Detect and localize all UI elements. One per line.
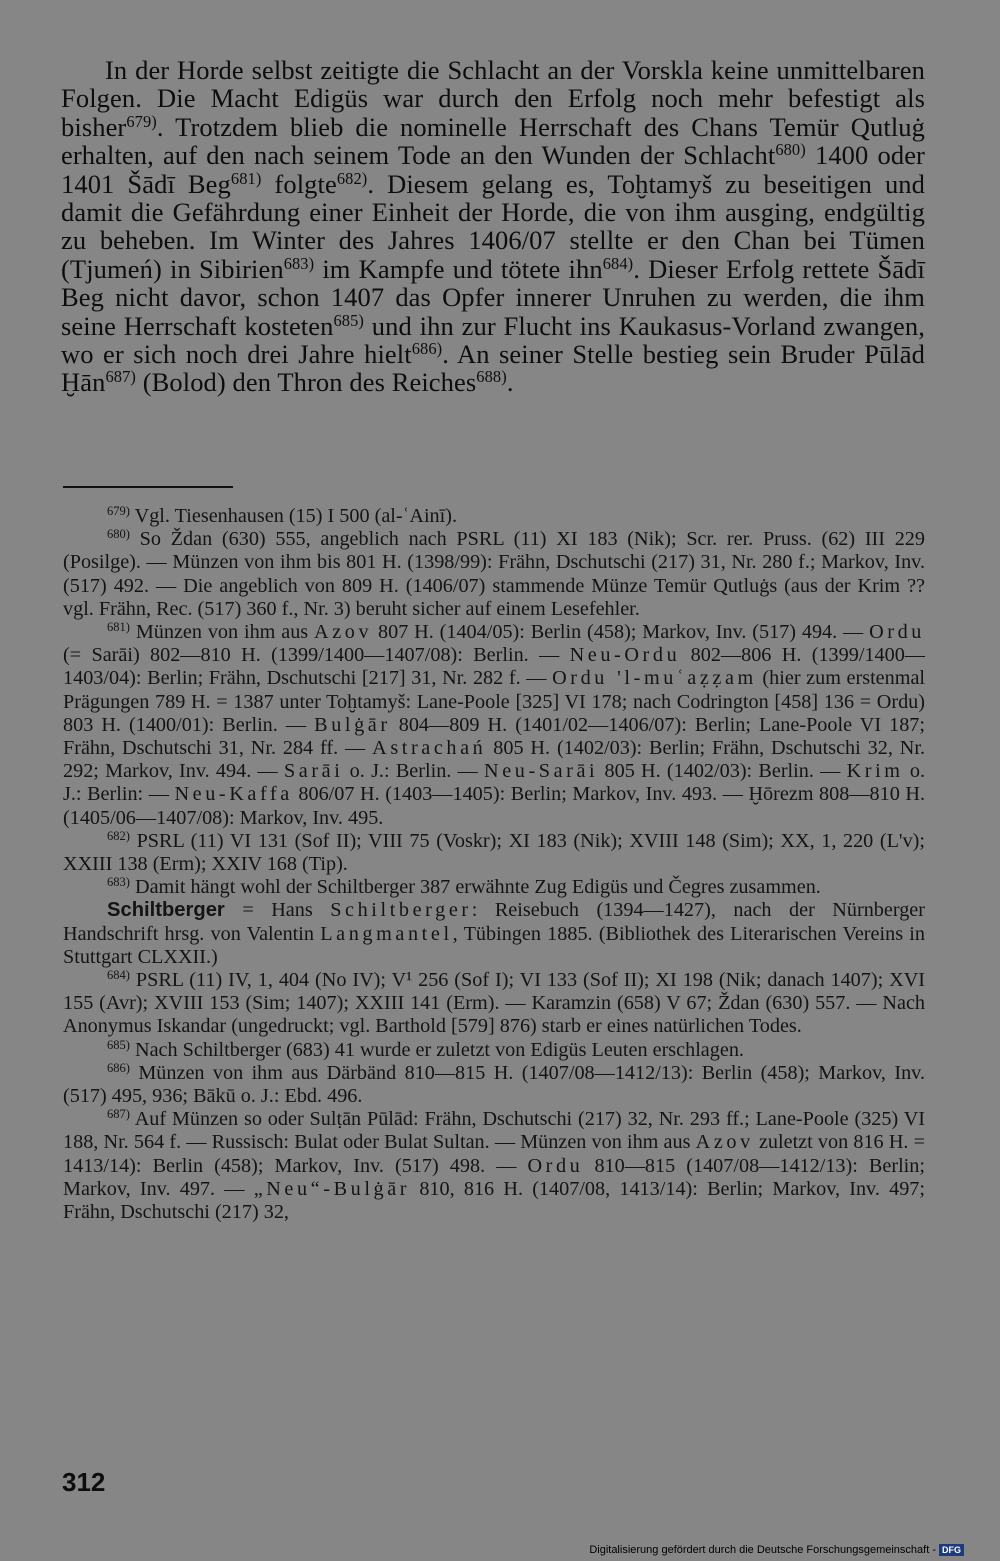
footnote-number: 683) bbox=[107, 875, 130, 890]
footnote-text: (= Sarāi) 802—810 H. (1399/1400—1407/08): Berlin. — bbox=[63, 644, 570, 667]
footnote-text: zuletzt von 816 H. = 1413/14): Berlin (458); Markov, Inv. (517) 498. — bbox=[63, 1131, 925, 1177]
footnote-ref-679[interactable]: 679) bbox=[126, 111, 157, 131]
mint-name: Neu-Sarāi bbox=[484, 760, 599, 783]
footnote-680 bbox=[63, 528, 925, 621]
footnote-text: 802—806 H. (1399/1400—1403/04): Berlin; Frähn, Dschutschi [217] 31, Nr. 282 f. — bbox=[63, 644, 925, 690]
footnotes bbox=[63, 505, 925, 1224]
footnote-text: 810—815 (1407/08—1412/13): Berlin; Markov, Inv. 497. — bbox=[63, 1154, 925, 1200]
mint-name: Neu-Kaffa bbox=[174, 783, 293, 806]
mint-name: Ordu bbox=[869, 621, 925, 644]
main-text-part: In der Horde selbst zeitigte die Schlacht an der Vorskla keine unmittelbaren Folgen. Die Macht Edigüs war durch den Erfolg noch mehr befestigt als bisher bbox=[61, 55, 925, 142]
mint-name: Ordu 'l-muʿaẓẓam bbox=[552, 667, 757, 690]
footnote-number: 684) bbox=[107, 968, 130, 983]
main-paragraph bbox=[61, 56, 925, 397]
main-text-part: . An seiner Stelle bestieg sein Bruder Pūlād Ḫān bbox=[61, 339, 925, 398]
main-text-part: folgte bbox=[261, 168, 337, 199]
footnote-text: 806/07 H. (1403—1405): Berlin; Markov, Inv. 493. — Ḫōrezm 808—810 H. (1405/06—1407/08): Markov, Inv. 495. bbox=[63, 783, 925, 829]
footnote-text: : Reisebuch (1394—1427), nach der Nürnberger Handschrift hrsg. von Valentin bbox=[63, 899, 925, 945]
footnote-number: 679) bbox=[107, 504, 130, 519]
footnote-ref-685[interactable]: 685) bbox=[333, 310, 364, 330]
dfg-logo: DFG bbox=[939, 1544, 964, 1556]
footnote-686 bbox=[63, 1062, 925, 1108]
main-text-part: und ihn zur Flucht ins Kaukasus-Vorland zwangen, wo er sich noch drei Jahre hielt bbox=[61, 310, 925, 370]
footnote-682 bbox=[63, 830, 925, 876]
footnote-text: Nach Schiltberger (683) 41 wurde er zuletzt von Edigüs Leuten erschlagen. bbox=[129, 1038, 744, 1061]
footnote-text: Auf Münzen so oder Sulṭān Pūlād: Frähn, Dschutschi (217) 32, Nr. 293 ff.; Lane-Poole (325) VI 188, Nr. 564 f. — Russisch: Bulat oder Bulat Sultan. — Münzen von ihm aus bbox=[63, 1108, 925, 1154]
footnote-ref-681[interactable]: 681) bbox=[230, 168, 262, 188]
main-text-part: . Dieser Erfolg rettete Šādī Beg nicht davor, schon 1407 das Opfer innerer Unruhen zu werden, die ihm seine Herrschaft kosteten bbox=[61, 253, 925, 341]
footnote-684 bbox=[63, 969, 925, 1039]
footnote-text: = Hans bbox=[224, 899, 331, 922]
footnote-text: 804—809 H. (1401/02—1406/07): Berlin; Lane-Poole VI 187; Frähn, Dschutschi 31, Nr. 284 ff. — bbox=[63, 713, 925, 760]
mint-name: Neu-Ordu bbox=[569, 644, 681, 667]
footer-credit bbox=[589, 1543, 964, 1557]
footnote-687 bbox=[63, 1108, 925, 1224]
main-text-part: . Trotzdem blieb die nominelle Herrschaft des Chans Temür Qutluġ erhalten, auf den nach seinem Tode an den Wunden der Schlacht bbox=[61, 111, 925, 171]
footnote-ref-686[interactable]: 686) bbox=[411, 339, 443, 359]
bibliography-schiltberger bbox=[63, 899, 925, 969]
footnote-text: (hier zum erstenmal Prägungen 789 H. = 1387 unter Toḫtamyš: Lane-Poole [325] VI 178; nach Codrington [458] 136 = Ordu) 803 H. (1400/01): Berlin. — bbox=[63, 667, 926, 736]
mint-name: Sarāi bbox=[283, 760, 344, 783]
mint-name: „Neu“-Bulġār bbox=[253, 1177, 411, 1200]
footnote-ref-680[interactable]: 680) bbox=[775, 140, 806, 160]
mint-name: Krim bbox=[846, 760, 904, 783]
main-text-part: . Diesem gelang es, Toḫtamyš zu beseitigen und damit die Gefährdung einer Einheit der Horde, die von ihm ausging, endgültig zu beheben. Im Winter des Jahres 1406/07 stellte er den Chan bei Tümen (Tjumeń) in Sibirien bbox=[61, 168, 926, 284]
footnote-679 bbox=[63, 505, 925, 528]
mint-name: Azov bbox=[314, 621, 373, 644]
mint-name: Ordu bbox=[527, 1154, 584, 1177]
footnote-681 bbox=[63, 621, 925, 830]
footnote-text: 805 H. (1402/03): Berlin; Frähn, Dschutschi 32, Nr. 292; Markov, Inv. 494. — bbox=[63, 737, 925, 783]
footnote-ref-688[interactable]: 688) bbox=[476, 367, 507, 387]
footnote-text: Münzen von ihm aus Därbänd 810—815 H. (1407/08—1412/13): Berlin (458); Markov, Inv. (517) 495, 936; Bākū o. J.: Ebd. 496. bbox=[63, 1061, 925, 1108]
author-name: Schiltberger bbox=[330, 899, 472, 922]
footnote-number: 687) bbox=[107, 1107, 130, 1122]
footnote-ref-682[interactable]: 682) bbox=[336, 168, 368, 188]
footnote-number: 685) bbox=[107, 1037, 130, 1052]
main-text-part: 1400 oder 1401 Šādī Beg bbox=[61, 140, 925, 199]
footer-credit-text: Digitalisierung gefördert durch die Deutsche Forschungsgemeinschaft - bbox=[589, 1544, 936, 1556]
footnote-text: o. J.: Berlin: — bbox=[63, 760, 925, 806]
mint-name: Bulġār bbox=[314, 713, 391, 736]
mint-name: Astrachań bbox=[372, 737, 487, 760]
footnote-text: , Tübingen 1885. (Bibliothek des Literarischen Vereins in Stuttgart CLXXII.) bbox=[63, 922, 925, 968]
footnote-text: So Ždan (630) 555, angeblich nach PSRL (11) XI 183 (Nik); Scr. rer. Pruss. (62) III 229 (Posilge). — Münzen von ihm bis 801 H. (1398/99): Frähn, Dschutschi (217) 31, Nr. 280 f.; Markov, Inv. (517) 492. — Die angeblich von 809 H. (1406/07) stammende Münze Temür Qutluġs (aus der Krim ?? vgl. Frähn, Rec. (517) 360 f., Nr. 3) beruht sicher auf einem Lesefehler. bbox=[63, 528, 925, 620]
main-text-part: . bbox=[506, 367, 514, 398]
footnote-685 bbox=[63, 1039, 925, 1062]
footnote-ref-687[interactable]: 687) bbox=[105, 367, 136, 387]
footnote-number: 681) bbox=[107, 620, 130, 635]
bibliography-head: Schiltberger bbox=[107, 899, 225, 922]
page-number: 312 bbox=[62, 1467, 106, 1497]
main-text-part: (Bolod) den Thron des Reiches bbox=[135, 367, 477, 398]
footnote-ref-683[interactable]: 683) bbox=[283, 253, 315, 273]
footnote-number: 682) bbox=[107, 828, 130, 843]
footnote-ref-684[interactable]: 684) bbox=[602, 253, 634, 273]
editor-name: Langmantel bbox=[320, 922, 453, 945]
footnote-text: Münzen von ihm aus bbox=[129, 621, 315, 644]
footnote-text: 810, 816 H. (1407/08, 1413/14): Berlin; Markov, Inv. 497; Frähn, Dschutschi (217) 32, bbox=[63, 1177, 925, 1224]
footnote-text: 807 H. (1404/05): Berlin (458); Markov, Inv. (517) 494. — bbox=[372, 621, 870, 644]
footnote-text: PSRL (11) VI 131 (Sof II); VIII 75 (Voskr); XI 183 (Nik); XVIII 148 (Sim); XX, 1, 220 (L'v); XXIII 138 (Erm); XXIV 168 (Tip). bbox=[63, 829, 925, 876]
mint-name: Azov bbox=[695, 1131, 754, 1154]
footnote-divider bbox=[63, 486, 233, 488]
footnote-text: Vgl. Tiesenhausen (15) I 500 (al-ʿAinī). bbox=[129, 505, 458, 527]
footnote-683 bbox=[63, 876, 925, 899]
footnote-text: Damit hängt wohl der Schiltberger 387 erwähnte Zug Edigüs und Čegres zusammen. bbox=[129, 876, 821, 899]
footnote-number: 680) bbox=[107, 527, 130, 542]
footnote-text: 805 H. (1402/03): Berlin. — bbox=[598, 760, 847, 783]
main-text-part: im Kampfe und tötete ihn bbox=[314, 253, 603, 284]
footnote-number: 686) bbox=[107, 1061, 130, 1075]
footnote-text: PSRL (11) IV, 1, 404 (No IV); V¹ 256 (Sof I); VI 133 (Sof II); XI 198 (Nik; danach 1407); XVI 155 (Avr); XVIII 153 (Sim; 1407); XXIII 141 (Erm). — Karamzin (658) V 67; Ždan (630) 557. — Nach Anonymus Iskandar (ungedruckt; vgl. Barthold [579] 876) starb er eines natürlichen Todes. bbox=[63, 969, 925, 1038]
footnote-text: o. J.: Berlin. — bbox=[343, 760, 485, 783]
